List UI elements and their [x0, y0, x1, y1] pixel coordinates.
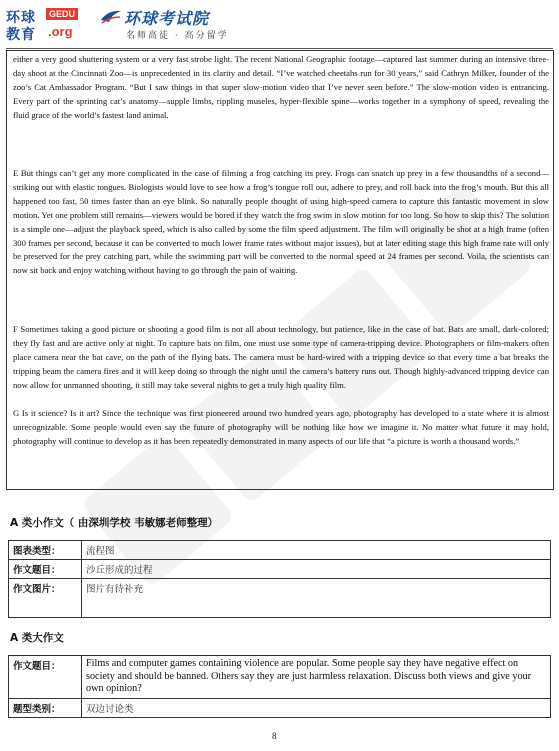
row-key: 作文图片：: [9, 579, 82, 618]
row-key: 作文题目：: [9, 656, 82, 699]
logo-cn-line1: 环球: [6, 10, 36, 26]
brand-name: 环球考试院: [124, 9, 210, 28]
paragraph-g: G Is it science? Is it art? Since the technique was first pioneered around two hundred years ago, photography has developed to a state where it is almost unrecognizable. Some people would even say the future of photography will be nothing like how we imagine it. No matter what future it may hold, photography will continue to develop as it has been repeatedly demonstrated in many aspects of our life that “a picture is worth a thousand words.”: [13, 408, 549, 446]
logo-org-text: .org: [48, 24, 73, 39]
page-number: 8: [272, 731, 277, 741]
swoosh-icon: [100, 8, 122, 24]
brand-slogan: 名师高徒 · 高分留学: [126, 31, 229, 41]
header-divider: [6, 48, 553, 49]
logo-gedu-badge: GEDU: [46, 8, 78, 20]
big-writing-table: [8, 655, 551, 718]
paragraph-e: E But things can’t get any more complicated in the case of filming a frog catching its prey. Frogs can snatch up prey in a few thousandths of a second— striking out with elastic tongues. Biologists would love to see how a frog’s tongue roll out, adhere to prey, and roll back into the frog’s mouth. But this all happened too fast, 50 times faster than an eye blink. So naturally people thought of using high-speed camera to capture this fantastic movement in slow motion. Yet one problem still remains—viewers would be bored if they watch the frog swim in slow motion for too long. So how to skip this? The solution is a simple one—adjust the playback speed, which is also called by some the film speed adjustment. The film will originally be shot at a high frame (often 300 frames per second, because it can be converted to much lower frame rates without major issues), but at later editing stage this high frame rate will only be preserved for the prey catching part, while the swimming part will be converted to the normal speed at 24 frames per second. Voila, the scientists can now sit back and enjoy watching without having to go through the pain of waiting.: [13, 168, 549, 276]
table-row: [9, 656, 551, 699]
small-writing-table: [8, 540, 551, 618]
section-title-big-writing: A 类大作文: [10, 632, 64, 644]
exam-institute-logo: [100, 6, 250, 42]
logo-cn-line2: 教育: [6, 27, 36, 43]
table-row: [9, 541, 551, 560]
table-row: [9, 560, 551, 579]
row-value: 图片有待补充: [82, 579, 551, 618]
row-value: Films and computer games containing violence are popular. Some people say they have negative effect on society and should be banned. Others say they are just harmless relaxation. Discuss both views and give your own opinion?: [82, 656, 551, 699]
row-key: 题型类别：: [9, 698, 82, 717]
table-row: [9, 579, 551, 618]
section-title-small-writing: A 类小作文（ 由深圳学校 韦敏娜老师整理）: [10, 517, 219, 529]
row-value: 双边讨论类: [82, 698, 551, 717]
reading-passage-box: [6, 50, 554, 490]
row-value: 沙丘形成的过程: [82, 560, 551, 579]
row-value: 流程图: [82, 541, 551, 560]
paragraph-d: either a very good shuttering system or a very fast strobe light. The recent National Geographic footage—captured last summer during an intensive three-day shoot at the Cincinnati Zoo—is unprecedented in its clarity and detail. “I’ve watched cheetahs run for 30 years,” said Cathryn Milker, founder of the zoo’s Cat Ambassador Program. “But I saw things in that super slow-motion video that I’ve never seen before.” The slow-motion video is entrancing. Every part of the sprinting cat’s anatomy—supple limbs, rippling museles, hyper-flexible spine—works together in a symphony of speed, revealing the fluid grace of the world’s fastest land animal.: [13, 54, 549, 120]
paragraph-f: F Sometimes taking a good picture or shooting a good film is not all about technology, but patience, like in the case of bat. Bats are small, dark-colored; they fly fast and are active only at night. To capture bats on film, one must use some type of camera-tripping device. Photographers or film-makers often place camera near the bat cave, on the path of the flying bats. The camera must be hard-wired with a tripping device so that every time a bat breaks the tripping beam the camera fires and it will keep doing so through the night until the camera’s battery runs out. Though highly-advanced tripping device can now allow for unmanned shooting, it still may take several nights to get a truly high quality film.: [13, 324, 549, 390]
row-key: 作文题目：: [9, 560, 82, 579]
page-header: [0, 0, 559, 48]
row-key: 图表类型：: [9, 541, 82, 560]
table-row: [9, 698, 551, 717]
gedu-logo: [6, 7, 98, 41]
